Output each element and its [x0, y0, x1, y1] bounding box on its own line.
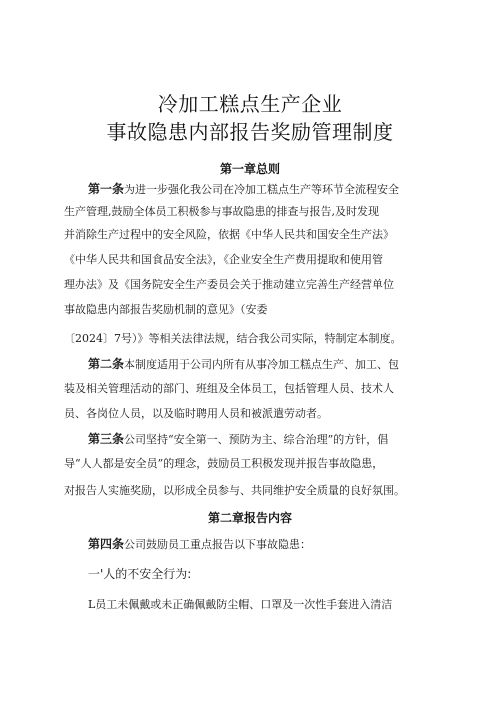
article1-label: 第一条 [88, 182, 125, 196]
article2-first-line [88, 357, 399, 372]
article4-line [88, 537, 311, 552]
subsection-heading: 一'人的不安全行为: [88, 567, 192, 581]
chapter1-heading: 第一章总则 [219, 162, 280, 176]
article3-line: 公司坚持“安全第一、预防为主、综合治理”的方针，倡 [124, 433, 389, 446]
article1-line: 理办法》及《国务院安全生产委员会关于推动建立完善生产经营单位 [64, 278, 394, 291]
article3-first-line [88, 432, 388, 447]
article1-line: 《中华人民共和国食品安全法》，《企业安全生产费用提取和使用管 [64, 253, 383, 266]
article1-line: 为进一步强化我公司在冷加工糕点生产等环节全流程安全 [124, 183, 400, 196]
chapter2-heading: 第二章报告内容 [207, 511, 292, 525]
article1-first-line [88, 182, 399, 197]
article2-line: 员、各岗位人员，以及临时聘用人员和被派遣劳动者。 [64, 407, 328, 420]
article1-line: 生产管理,鼓励全体员工积极参与事故隐患的排查与报告,及时发现 [64, 205, 379, 218]
article3-line: 对报告人实施奖励，以形成全员参与、共同维护安全质量的良好氛围。 [64, 484, 405, 497]
article4-label: 第四条 [88, 537, 125, 551]
article1-line: 并消除生产过程中的安全风险，依据《中华人民共和国安全生产法》 [64, 228, 394, 241]
article2-line: 装及相关管理活动的部门、班组及全体员工，包括管理人员、技术人 [64, 382, 394, 395]
list-item: L员工未佩戴或未正确佩戴防尘帽、口罩及一次性手套进入清洁 [88, 598, 393, 611]
article2-label: 第二条 [88, 357, 125, 371]
article2-line: 本制度适用于公司内所有从事冷加工糕点生产、加工、包 [124, 358, 400, 371]
article1-line: 事故隐患内部报告奖励机制的意见》（安委 [64, 303, 268, 316]
document-title-line2: 事故隐患内部报告奖励管理制度 [106, 120, 394, 144]
article1-line: 〔2024〕7号）》等相关法律法规，结合我公司实际，特制定本制度。 [64, 332, 402, 345]
article4-text: 公司鼓励员工重点报告以下事故隐患： [124, 538, 312, 551]
document-title-line1: 冷加工糕点生产企业 [157, 92, 343, 116]
article3-label: 第三条 [88, 432, 125, 446]
article3-line: 导“人人都是安全员”的理念，鼓励员工积极发现并报告事故隐患， [64, 457, 384, 470]
